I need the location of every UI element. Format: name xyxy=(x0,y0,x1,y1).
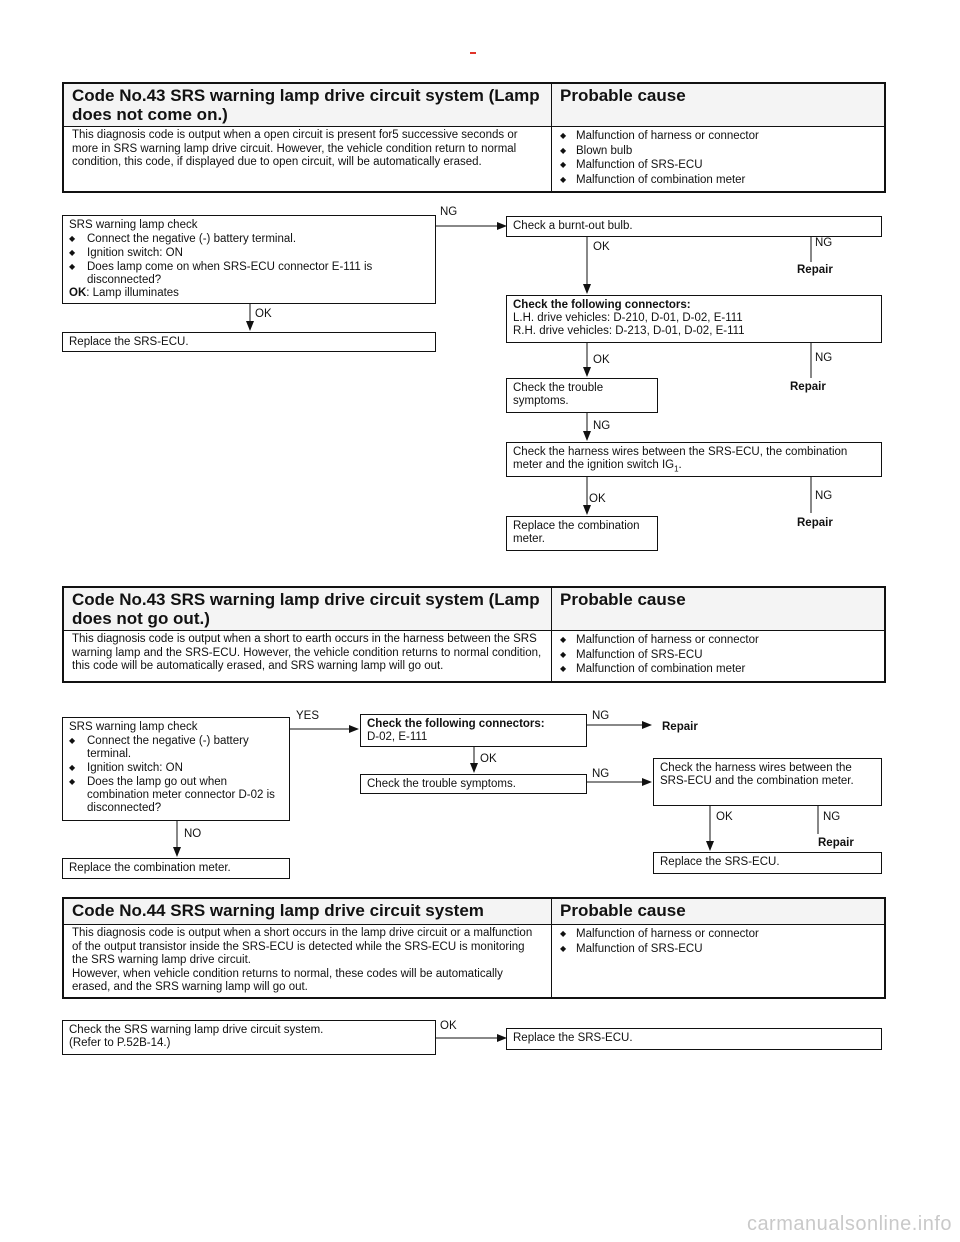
cause-list xyxy=(560,927,876,956)
code-43-short-table xyxy=(62,586,886,683)
box-title: SRS warning lamp check xyxy=(69,721,198,733)
check-steps xyxy=(69,232,429,287)
ng-label: NG xyxy=(440,206,458,218)
ng-label: NG xyxy=(593,420,611,432)
probable-cause-title: Probable cause xyxy=(560,901,686,920)
replace-srs-ecu-box: Replace the SRS-ECU. xyxy=(62,332,436,352)
connector-list-lh: L.H. drive vehicles: D-210, D-01, D-02, E-111 xyxy=(513,312,743,324)
code-44-table xyxy=(62,897,886,999)
cause-item: ◆ Malfunction of SRS-ECU xyxy=(560,158,876,173)
replace-srs-ecu-box: Replace the SRS-ECU. xyxy=(653,852,882,874)
cause-item: ◆ Malfunction of SRS-ECU xyxy=(560,648,876,663)
cause-item: ◆ Malfunction of harness or connector xyxy=(560,633,876,648)
repair-label: Repair xyxy=(797,264,833,276)
cause-item: ◆ Blown bulb xyxy=(560,144,876,159)
ok-label: OK xyxy=(589,493,606,505)
ng-label: NG xyxy=(823,811,841,823)
connector-list: D-02, E-111 xyxy=(367,731,428,743)
page-reference: (Refer to P.52B-14.) xyxy=(69,1037,171,1049)
table-body xyxy=(64,631,884,681)
no-label: NO xyxy=(184,828,202,840)
check-connectors-box xyxy=(506,295,882,343)
check-symptoms-box: Check the trouble symptoms. xyxy=(506,378,658,413)
box-title: SRS warning lamp check xyxy=(69,219,198,231)
check-bulb-box: Check a burnt-out bulb. xyxy=(506,216,882,237)
yes-label: YES xyxy=(296,710,320,722)
repair-label: Repair xyxy=(797,517,833,529)
cause-list xyxy=(560,633,876,677)
ok-label: OK xyxy=(593,354,610,366)
repair-label: Repair xyxy=(790,381,826,393)
check-step: ◆ Does lamp come on when SRS-ECU connector E-111 is disconnected? xyxy=(69,260,429,287)
ng-label: NG xyxy=(592,710,610,722)
ok-label: OK xyxy=(480,753,497,765)
code-title: Code No.43 SRS warning lamp drive circuit system (Lamp does not go out.) xyxy=(64,588,552,630)
probable-cause-title: Probable cause xyxy=(560,590,686,609)
code-title: Code No.44 SRS warning lamp drive circuit system xyxy=(64,899,552,924)
check-circuit-box: Check the SRS warning lamp drive circuit system. (Refer to P.52B-14.) xyxy=(62,1020,436,1055)
check-connectors-box xyxy=(360,714,587,747)
srs-lamp-check-box xyxy=(62,717,290,821)
check-step: ◆ Ignition switch: ON xyxy=(69,761,283,775)
probable-cause-title: Probable cause xyxy=(560,86,686,105)
ng-label: NG xyxy=(815,352,833,364)
code-description: This diagnosis code is output when a short occurs in the lamp drive circuit or a malfunction of the output transistor inside the SRS-ECU is detected while the SRS-ECU is monitoring the SRS warning lamp drive circuit. However, when vehicle condition returns to normal, these codes will be automatically erased, and the SRS warning lamp will go out. xyxy=(64,925,552,997)
check-symptoms-box: Check the trouble symptoms. xyxy=(360,774,587,794)
ok-label: OK xyxy=(593,241,610,253)
ok-condition: OK: Lamp illuminates xyxy=(69,287,179,299)
code-title: Code No.43 SRS warning lamp drive circuit system (Lamp does not come on.) xyxy=(64,84,552,126)
ng-label: NG xyxy=(592,768,610,780)
box-title: Check the following connectors: xyxy=(367,718,545,730)
code-description: This diagnosis code is output when a short to earth occurs in the harness between the SRS warning lamp and the SRS-ECU. However, the vehicle condition returns to normal condition, this code will be automatically erased, and SRS warning lamp will go out. xyxy=(64,631,552,681)
cause-item: ◆ Malfunction of harness or connector xyxy=(560,927,876,942)
table-body xyxy=(64,925,884,997)
cause-item: ◆ Malfunction of harness or connector xyxy=(560,129,876,144)
connector-list-rh: R.H. drive vehicles: D-213, D-01, D-02, E-111 xyxy=(513,325,745,337)
ok-label: OK xyxy=(255,308,272,320)
code-description: This diagnosis code is output when a open circuit is present for5 successive seconds or more in SRS warning lamp drive circuit. However, the vehicle condition return to normal condition, this code, if displayed due to open circuit, will be automatically erased. xyxy=(64,127,552,191)
table-header xyxy=(64,899,884,925)
ok-label: OK xyxy=(716,811,733,823)
repair-label: Repair xyxy=(662,721,698,733)
cause-item: ◆ Malfunction of combination meter xyxy=(560,173,876,188)
replace-meter-box: Replace the combination meter. xyxy=(506,516,658,551)
cause-item: ◆ Malfunction of SRS-ECU xyxy=(560,942,876,957)
check-harness-box: Check the harness wires between the SRS-ECU and the combination meter. xyxy=(653,758,882,806)
watermark: carmanualsonline.info xyxy=(746,1213,952,1235)
replace-meter-box: Replace the combination meter. xyxy=(62,858,290,879)
check-step: ◆ Connect the negative (-) battery terminal. xyxy=(69,734,283,761)
repair-label: Repair xyxy=(818,837,854,849)
srs-lamp-check-box xyxy=(62,215,436,304)
ng-label: NG xyxy=(815,490,833,502)
check-step: ◆ Ignition switch: ON xyxy=(69,246,429,260)
box-title: Check the following connectors: xyxy=(513,299,691,311)
ng-label: NG xyxy=(815,237,833,249)
check-step: ◆ Connect the negative (-) battery terminal. xyxy=(69,232,429,246)
check-steps xyxy=(69,734,283,815)
replace-srs-ecu-box: Replace the SRS-ECU. xyxy=(506,1028,882,1050)
check-harness-box: Check the harness wires between the SRS-ECU, the combination meter and the ignition switch $IG_1$. xyxy=(506,442,882,477)
ok-label: OK xyxy=(440,1020,457,1032)
check-step: ◆ Does the lamp go out when combination meter connector D-02 is disconnected? xyxy=(69,775,283,815)
cause-item: ◆ Malfunction of combination meter xyxy=(560,662,876,677)
table-header xyxy=(64,588,884,631)
